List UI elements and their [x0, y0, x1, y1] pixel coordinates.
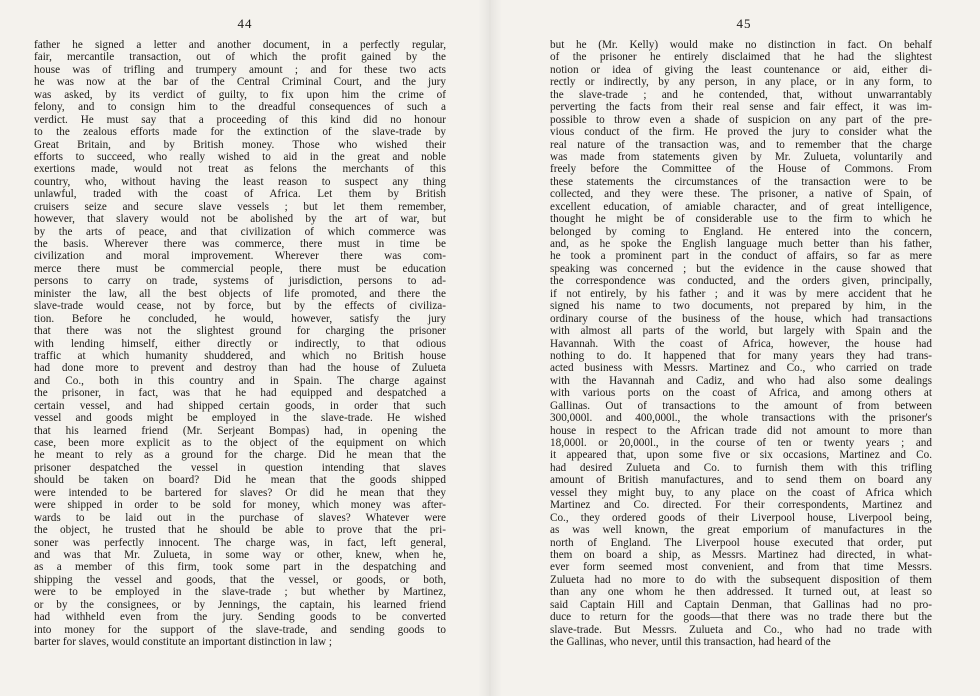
text-line: perverting the facts from their real sense and fair effect, it was im- — [550, 101, 932, 114]
text-line: into money for the support of the slave-trade, and sending goods to — [34, 623, 446, 636]
text-line: duce to return for the goods—that there was no trade there but the — [550, 611, 932, 624]
text-line: shipping the vessel and goods, that the vessel, or goods, or both, — [34, 573, 446, 586]
text-line: slave-trade would cease, not by force, but by the effects of civiliza- — [34, 300, 446, 313]
text-line: notion or idea of giving the least countenance or aid, either di- — [550, 63, 932, 76]
text-line: belonged by coming to England. He entered into the concern, — [550, 225, 932, 238]
text-line: Co., they ordered goods of their Liverpool house, Liverpool being, — [550, 511, 932, 524]
text-line: them on board a ship, as Messrs. Martinez had directed, in what- — [550, 548, 932, 561]
text-line: 18,000l. or 20,000l., in the course of ten or twenty years ; and — [550, 437, 932, 449]
text-line: Great Britain, and by British money. Those who wished their — [34, 138, 446, 151]
text-line: efforts to succeed, who really wished to aid in the great and noble — [34, 150, 446, 163]
text-line: Martinez and Co. directed. For their correspondents, Martinez and — [550, 499, 932, 512]
text-line: Havannah. With the coast of Africa, however, the house had — [550, 337, 932, 350]
text-line: the basis. Wherever there was commerce, there must in time be — [34, 238, 446, 250]
text-line: if not entirely, by his father ; and it was by mere accident that he — [550, 287, 932, 300]
text-line: traffic at which humanity shuddered, and which no British house — [34, 349, 446, 362]
text-line: as a member of this firm, took some part in the despatching and — [34, 561, 446, 574]
text-line: exertions made, would not treat as felons the merchants of this — [34, 163, 446, 176]
text-line: house was of trifling and trumpery amount ; and for these two acts — [34, 63, 446, 76]
text-line: had withheld even from the jury. Sending goods to be converted — [34, 611, 446, 624]
text-line: as was well known, the great emporium of manufactures in the — [550, 524, 932, 537]
text-line: were intended to be bartered for slaves? Or did he mean that they — [34, 486, 446, 499]
text-line: were to be employed in the slave-trade ; but whether by Martinez, — [34, 586, 446, 599]
text-line: but he (Mr. Kelly) would make no distinction in fact. On behalf — [550, 39, 932, 51]
text-line: the Gallinas, who never, until this transaction, had heard of the — [550, 636, 831, 648]
text-line: fair, mercantile transaction, out of which the profit gained by the — [34, 51, 446, 64]
text-line: country, who, without having the least reason to suspect any thing — [34, 175, 446, 188]
text-line: with almost all parts of the world, but largely with Spain and the — [550, 325, 932, 338]
text-line: that his learned friend (Mr. Serjeant Bompas) had, in opening the — [34, 424, 446, 437]
text-line: was made from statements given by Mr. Zulueta, voluntarily and — [550, 150, 932, 163]
text-line: house in respect to the African trade did not amount to more than — [550, 424, 932, 437]
text-line: nothing to do. It happened that for many years they had trans- — [550, 349, 932, 362]
text-line: he took a prominent part in the conduct of affairs, so far as mere — [550, 250, 932, 263]
text-line: collected, and they were these. The prisoner, a native of Spain, of — [550, 188, 932, 201]
text-line: with lending himself, either directly or indirectly, to that odious — [34, 337, 446, 350]
text-line: with the Havannah and Cadiz, and who had also some dealings — [550, 374, 932, 387]
text-line: vessel and goods might be employed in the slave-trade. He wished — [34, 412, 446, 425]
text-line: minister the law, all the best objects of life promoted, and there the — [34, 287, 446, 300]
text-line: he meant to rely as a ground for the charge. Did he mean that the — [34, 449, 446, 462]
text-line: persons to carry on trade, systems of jurisdiction, persons to ad- — [34, 275, 446, 288]
text-line: to the zealous efforts made for the extinction of the slave-trade by — [34, 126, 446, 139]
text-line: by the arts of peace, and that civilization of which commerce was — [34, 225, 446, 238]
text-line: thought he might be of considerable use to the firm to which he — [550, 213, 932, 226]
text-line: with various ports on the coast of Africa, and among others at — [550, 387, 932, 400]
text-line: that there was not the slightest ground for charging the prisoner — [34, 325, 446, 338]
text-line: real nature of the transaction was, and to remember that the charge — [550, 138, 932, 151]
text-line: merce there must be commercial people, there must be education — [34, 262, 446, 275]
text-line: ever form seemed most convenient, and from that time Messrs. — [550, 561, 932, 574]
text-line: and was that Mr. Zulueta, in some way or other, knew, when he, — [34, 548, 446, 561]
text-line: vious conduct of the firm. He proved the jury to consider what the — [550, 126, 932, 139]
text-line: excellent education, of amiable character, and of great intelligence, — [550, 200, 932, 213]
text-line: these statements the circumstances of the transaction were to be — [550, 175, 932, 188]
text-line: case, been more explicit as to the object of the equipment on which — [34, 437, 446, 449]
text-line: possible to throw even a shade of suspicion on any part of the pre- — [550, 113, 932, 126]
text-line: rectly or indirectly, by any person, in any place, or in any form, to — [550, 76, 932, 89]
text-line: ordinary course of the business of the house, which had transactions — [550, 312, 932, 325]
text-line: Zulueta had no more to do with the subsequent disposition of them — [550, 573, 932, 586]
left-page-text — [34, 39, 446, 648]
text-line: or by the consignees, or by Jennings, the captain, his learned friend — [34, 598, 446, 611]
text-line: amount of British manufactures, and to send them on board any — [550, 474, 932, 487]
text-line: felony, and to consign him to the dreadful consequences of such a — [34, 101, 446, 114]
text-line: had desired Zulueta and Co. to furnish them with this trifling — [550, 461, 932, 474]
text-line: of the prisoner he entirely disclaimed that he had the slightest — [550, 51, 932, 64]
text-line: the prisoner, in fact, was that he had equipped and despatched a — [34, 387, 446, 400]
text-line: and, as he spoke the English language much better than his father, — [550, 238, 932, 250]
text-line: however, that slavery would not be abolished by the art of war, but — [34, 213, 446, 226]
text-line: were shipped in order to be sold for money, which money was after- — [34, 499, 446, 512]
text-line: the slave-trade ; and he contended, that, without unwarrantably — [550, 88, 932, 101]
text-line: unlawful, traded with the coast of Africa. Let them by British — [34, 188, 446, 201]
text-line: freely before the Committee of the House of Commons. From — [550, 163, 932, 176]
text-line: north of England. The Liverpool house executed that order, put — [550, 536, 932, 549]
text-line: was asked, by its verdict of guilty, to fix upon him the crime of — [34, 88, 446, 101]
text-line: he was now at the bar of the Central Criminal Court, and the jury — [34, 76, 446, 89]
text-line: slave-trade. But Messrs. Zulueta and Co., who had no trade with — [550, 623, 932, 636]
text-line: acted business with Messrs. Martinez and Co., who carried on trade — [550, 362, 932, 375]
text-line: verdict. He must say that a proceeding of this kind did no honour — [34, 113, 446, 126]
text-line: 300,000l. and 400,000l., the whole transactions with the prisoner's — [550, 412, 932, 425]
page-number-left: 44 — [237, 16, 253, 31]
text-line: wards to be laid out in the purchase of slaves? Whatever were — [34, 511, 446, 524]
text-line: had done more to prevent and destroy than had the house of Zulueta — [34, 362, 446, 375]
text-line: cruisers seize and secure slave vessels ; but let them remember, — [34, 200, 446, 213]
text-line: should be taken on board? Did he mean that the goods shipped — [34, 474, 446, 487]
text-line: tion. Before he concluded, he would, however, satisfy the jury — [34, 312, 446, 325]
text-line: father he signed a letter and another document, in a perfectly regular, — [34, 39, 446, 51]
text-line: than any one whom he then addressed. It turned out, at least so — [550, 586, 932, 599]
text-line: the object, he trusted that he should be able to prove that the pri- — [34, 524, 446, 537]
right-page — [490, 0, 980, 696]
text-line: vessel they might buy, to any place on the coast of Africa which — [550, 486, 932, 499]
text-line: it appeared that, upon some five or six occasions, Martinez and Co. — [550, 449, 932, 462]
text-line: signed his name to two documents, not prepared by him, in the — [550, 300, 932, 313]
page-number-right: 45 — [736, 16, 752, 31]
right-page-text — [550, 39, 932, 648]
text-line: civilization and moral improvement. Wherever there was com- — [34, 250, 446, 263]
text-line: Gallinas. Out of transactions to the amount of from between — [550, 399, 932, 412]
text-line: and Co., both in this country and in Spain. The charge against — [34, 374, 446, 387]
text-line: the correspondence was conducted, and the orders given, principally, — [550, 275, 932, 288]
text-line: prisoner despatched the vessel in question intending that slaves — [34, 461, 446, 474]
text-line: certain vessel, and had shipped certain goods, in order that such — [34, 399, 446, 412]
text-line: soner was perfectly innocent. The charge was, in fact, left general, — [34, 536, 446, 549]
text-line: barter for slaves, would constitute an important distinction in law ; — [34, 636, 332, 648]
text-line: speaking was concerned ; but the evidence in the cause showed that — [550, 262, 932, 275]
text-line: said Captain Hill and Captain Denman, that Gallinas had no pro- — [550, 598, 932, 611]
